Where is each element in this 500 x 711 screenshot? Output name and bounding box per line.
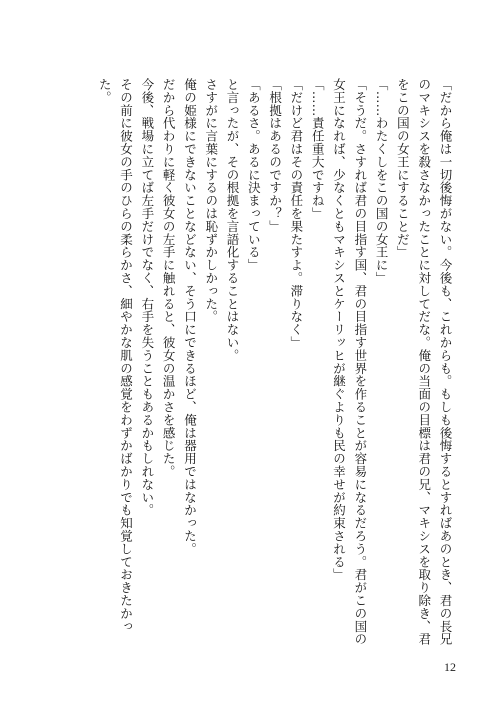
text-line: 「根拠はあるのですか？」 bbox=[267, 78, 283, 233]
body-text bbox=[94, 78, 456, 654]
text-line: 俺の姫様にできないことなどない、そう口にできるほど、俺は器用ではなかった。 bbox=[182, 78, 198, 556]
text-line: 今後、戦場に立てば左手だけでなく、右手を失うこともあるかもしれない。 bbox=[139, 78, 155, 517]
text-line: と言ったが、その根拠を言語化することはない。 bbox=[225, 78, 241, 362]
text-line: 「だけど君はその責任を果たすよ。滞りなく」 bbox=[288, 78, 304, 349]
text-line: 「あるさ。あるに決まっている」 bbox=[246, 78, 262, 272]
text-line: さすがに言葉にするのは恥ずかしかった。 bbox=[203, 78, 219, 324]
text-line: た。 bbox=[97, 78, 113, 104]
text-line: 「……責任重大ですね」 bbox=[310, 78, 326, 220]
text-line: その前に彼女の手のひらの柔らかさ、細やかな肌の感覚をわずかばかりでも知覚しておきたかっ bbox=[118, 78, 134, 633]
text-line: のマキシスを殺さなかったことに対してだな。俺の当面の目標は君の兄、マキシスを取り除き、君 bbox=[416, 78, 432, 646]
text-line: 「だから俺は一切後悔がない。今後も、これからも。もしも後悔するとすればあのとき、君の長兄 bbox=[438, 78, 453, 646]
text-line: 「そうだ。さすれば君の目指す国、君の目指す世界を作ることが容易になるだろう。君がこの国の bbox=[352, 78, 368, 646]
text-line: 女王になれば、少なくともマキシスとケーリッヒが継ぐよりも民の幸せが約束される」 bbox=[331, 78, 347, 582]
text-line: だから代わりに軽く彼女の左手に触れると、彼女の温かさを感じた。 bbox=[161, 78, 177, 478]
text-line: 「……わたくしをこの国の女王に」 bbox=[374, 78, 390, 285]
text-line: をこの国の女王にすることだ」 bbox=[395, 78, 411, 259]
page-number: 12 bbox=[444, 660, 456, 674]
